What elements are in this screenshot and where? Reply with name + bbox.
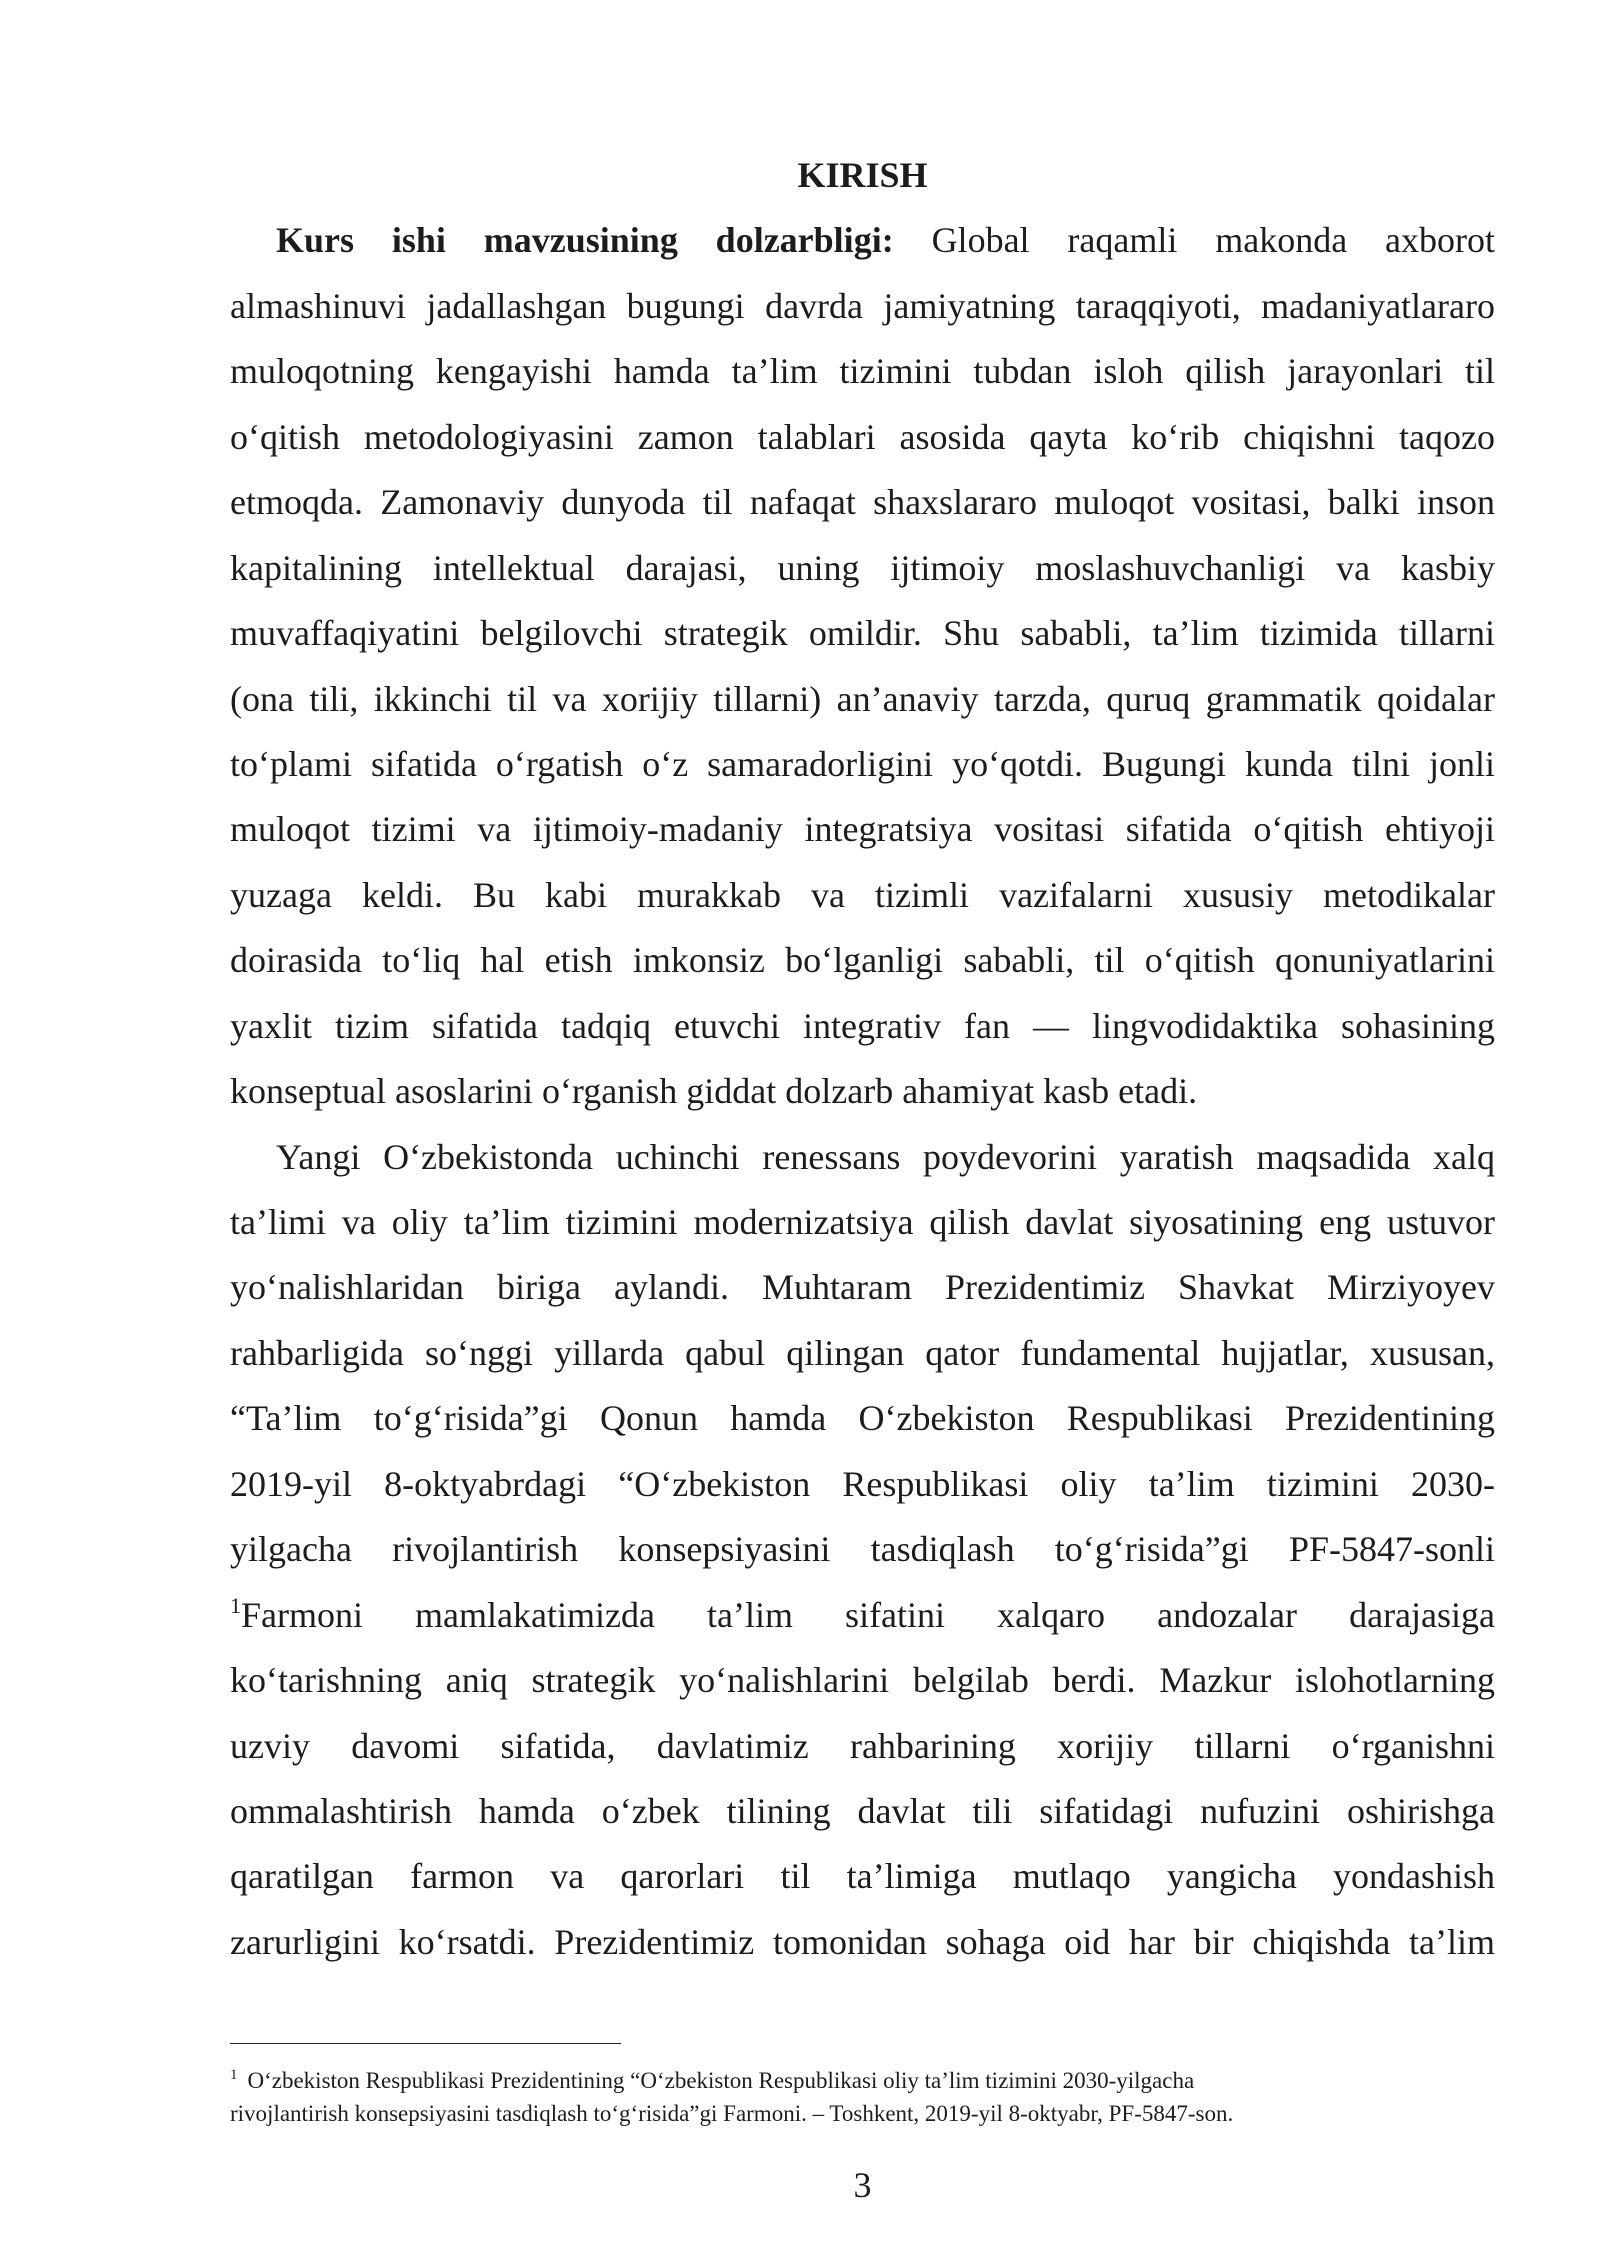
body-line: yuzaga keldi. Bu kabi murakkab va tizimli vazifalarni xususiy metodikalar (230, 874, 1495, 915)
body-line: ko‘tarishning aniq strategik yo‘nalishlarini belgilab berdi. Mazkur islohotlarning (230, 1660, 1495, 1701)
body-line: rahbarligida so‘nggi yillarda qabul qilingan qator fundamental hujjatlar, xususan, (230, 1332, 1495, 1373)
body-line: ommalashtirish hamda o‘zbek tilining davlat tili sifatidagi nufuzini oshirishga (230, 1790, 1495, 1831)
body-line: yilgacha rivojlantirish konsepsiyasini tasdiqlash to‘g‘risida”gi PF-5847-sonli (230, 1529, 1495, 1570)
document-body (230, 143, 1495, 1975)
footnote-line (230, 2064, 1495, 2097)
body-line: muvaffaqiyatini belgilovchi strategik omildir. Shu sababli, ta’lim tizimida tillarni (230, 613, 1495, 654)
body-line: to‘plami sifatida o‘rgatish o‘z samaradorligini yo‘qotdi. Bugungi kunda tilni jonli (230, 743, 1495, 784)
footnote-reference: 1 (230, 1592, 241, 1618)
body-line: 2019-yil 8-oktyabrdagi “O‘zbekiston Respublikasi oliy ta’lim tizimini 2030- (230, 1463, 1495, 1504)
body-line (230, 1583, 1495, 1648)
footnote-separator (230, 2043, 621, 2044)
body-line (230, 208, 1495, 273)
paragraph-1 (230, 208, 1495, 1124)
paragraph-2 (230, 1125, 1495, 1976)
body-line: uzviy davomi sifatida, davlatimiz rahbarining xorijiy tillarni o‘rganishni (230, 1725, 1495, 1766)
body-line: “Ta’lim to‘g‘risida”gi Qonun hamda O‘zbekiston Respublikasi Prezidentining (230, 1398, 1495, 1439)
body-line: doirasida to‘liq hal etish imkonsiz bo‘lganligi sababli, til o‘qitish qonuniyatlarini (230, 940, 1495, 981)
body-line: qaratilgan farmon va qarorlari til ta’limiga mutlaqo yangicha yondashish (230, 1856, 1495, 1897)
body-line: almashinuvi jadallashgan bugungi davrda jamiyatning taraqqiyoti, madaniyatlararo (230, 285, 1495, 326)
body-line: yo‘nalishlaridan biriga aylandi. Muhtaram Prezidentimiz Shavkat Mirziyoyev (230, 1267, 1495, 1308)
footnote-text: O‘zbekiston Respublikasi Prezidentining “O‘zbekiston Respublikasi oliy ta’lim tizimini 2030-yilgacha (247, 2068, 1195, 2093)
body-line: o‘qitish metodologiyasini zamon talablari asosida qayta ko‘rib chiqishni taqozo (230, 416, 1495, 457)
body-line: etmoqda. Zamonaviy dunyoda til nafaqat shaxslararo muloqot vositasi, balki inson (230, 482, 1495, 523)
body-line: zarurligini ko‘rsatdi. Prezidentimiz tomonidan sohaga oid har bir chiqishda ta’lim (230, 1921, 1495, 1962)
body-line: konseptual asoslarini o‘rganish giddat dolzarb ahamiyat kasb etadi. (230, 1071, 1198, 1112)
footnote (230, 2064, 1495, 2130)
body-line: yaxlit tizim sifatida tadqiq etuvchi integrativ fan — lingvodidaktika sohasining (230, 1005, 1495, 1046)
body-line: ta’limi va oliy ta’lim tizimini modernizatsiya qilish davlat siyosatining eng ustuvor (230, 1202, 1495, 1242)
body-line: Yangi O‘zbekistonda uchinchi renessans poydevorini yaratish maqsadida xalq (276, 1136, 1495, 1177)
page-heading: KIRISH (797, 155, 928, 195)
body-line: muloqot tizimi va ijtimoiy-madaniy integratsiya vositasi sifatida o‘qitish ehtiyoji (230, 809, 1495, 850)
body-line: kapitalining intellektual darajasi, uning ijtimoiy moslashuvchanligi va kasbiy (230, 547, 1495, 588)
body-line-text: Global raqamli makonda axborot (931, 220, 1495, 261)
lead-in-bold: Kurs ishi mavzusining dolzarbligi: (276, 220, 894, 261)
body-line: (ona tili, ikkinchi til va xorijiy tillarni) an’anaviy tarzda, quruq grammatik qoidalar (230, 678, 1495, 719)
page-number: 3 (853, 2165, 872, 2205)
body-line: muloqotning kengayishi hamda ta’lim tizimini tubdan isloh qilish jarayonlari til (230, 351, 1495, 392)
footnote-line: rivojlantirish konsepsiyasini tasdiqlash to‘g‘risida”gi Farmoni. – Toshkent, 2019-yil 8-oktyabr, PF-5847-son. (230, 2101, 1234, 2126)
body-line-text: Farmoni mamlakatimizda ta’lim sifatini xalqaro andozalar darajasiga (241, 1594, 1495, 1635)
footnote-marker: 1 (230, 2067, 238, 2083)
